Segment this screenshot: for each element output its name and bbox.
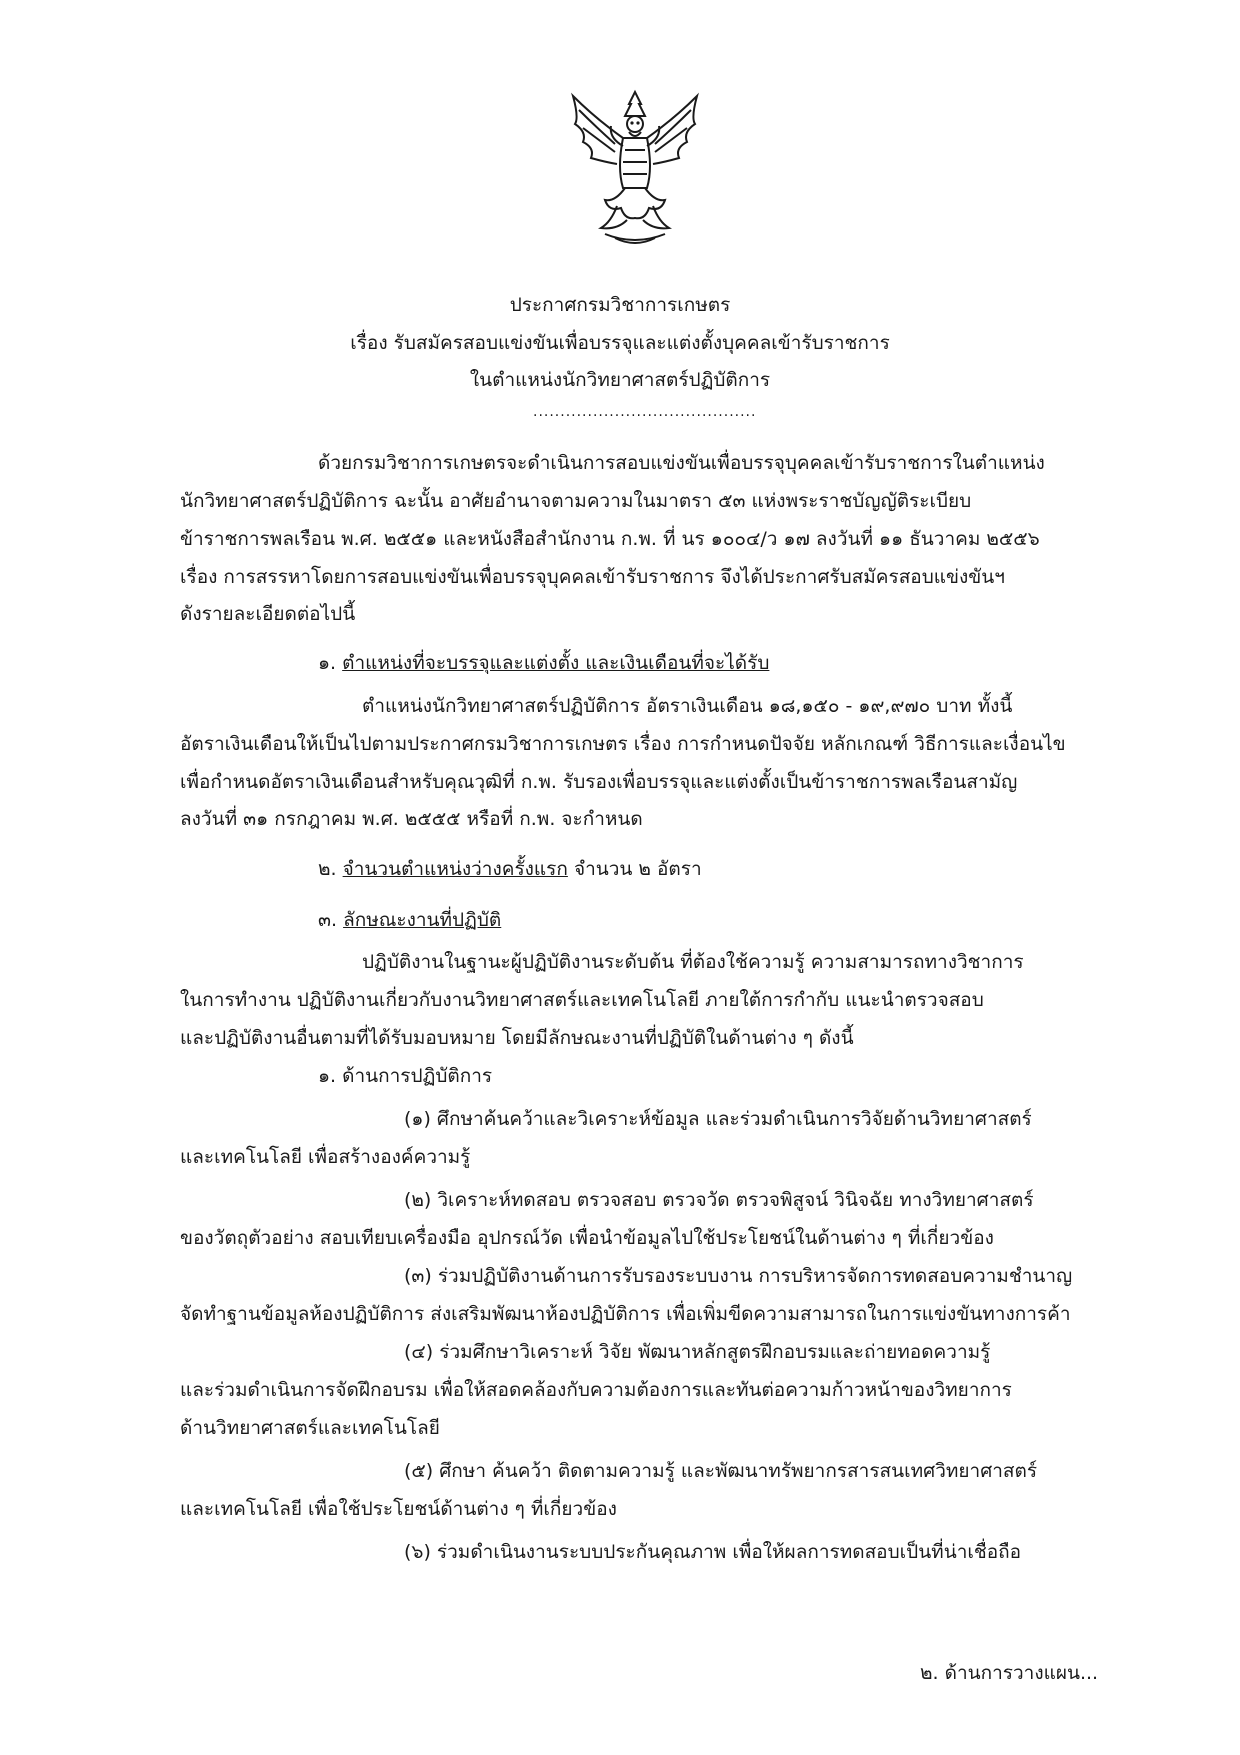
section-3-subheading: ๑. ด้านการปฏิบัติการ [318,1065,493,1087]
item-5-line-2: และเทคโนโลยี เพื่อใช้ประโยชน์ด้านต่าง ๆ ที่เกี่ยวข้อง [180,1498,617,1520]
garuda-emblem-icon [565,88,705,248]
item-6-line-1: (๖) ร่วมดำเนินงานระบบประกันคุณภาพ เพื่อให้ผลการทดสอบเป็นที่น่าเชื่อถือ [404,1541,1022,1563]
item-2-line-1: (๒) วิเคราะห์ทดสอบ ตรวจสอบ ตรวจวัด ตรวจพิสูจน์ วินิจฉัย ทางวิทยาศาสตร์ [404,1189,1034,1211]
announcement-subject: เรื่อง รับสมัครสอบแข่งขันเพื่อบรรจุและแต่งตั้งบุคคลเข้ารับราชการ [350,332,890,354]
section-2-number: ๒. [318,858,337,880]
intro-line-3: ข้าราชการพลเรือน พ.ศ. ๒๕๕๑ และหนังสือสำนักงาน ก.พ. ที่ นร ๑๐๐๔/ว ๑๗ ลงวันที่ ๑๑ ธันวาคม ๒๕๕๖ [180,528,1040,550]
section-3-title: ลักษณะงานที่ปฏิบัติ [343,909,502,931]
section-3-heading [318,907,501,933]
title-divider: ......................................... [533,404,757,420]
intro-line-2: นักวิทยาศาสตร์ปฏิบัติการ ฉะนั้น อาศัยอำนาจตามความในมาตรา ๕๓ แห่งพระราชบัญญัติระเบียบ [180,490,972,512]
item-3-line-2: จัดทำฐานข้อมูลห้องปฏิบัติการ ส่งเสริมพัฒนาห้องปฏิบัติการ เพื่อเพิ่มขีดความสามารถในการแข่งขันทางการค้า [180,1303,1071,1325]
section-3-line-3: และปฏิบัติงานอื่นตามที่ได้รับมอบหมาย โดยมีลักษณะงานที่ปฏิบัติในด้านต่าง ๆ ดังนี้ [180,1027,854,1049]
section-1-line-2: อัตราเงินเดือนให้เป็นไปตามประกาศกรมวิชาการเกษตร เรื่อง การกำหนดปัจจัย หลักเกณฑ์ วิธีการและเงื่อนไข [180,733,1066,755]
item-3-line-1: (๓) ร่วมปฏิบัติงานด้านการรับรองระบบงาน การบริหารจัดการทดสอบความชำนาญ [404,1265,1073,1287]
item-4-line-2: และร่วมดำเนินการจัดฝึกอบรม เพื่อให้สอดคล้องกับความต้องการและทันต่อความก้าวหน้าของวิทยาการ [180,1379,1012,1401]
section-1-line-1: ตำแหน่งนักวิทยาศาสตร์ปฏิบัติการ อัตราเงินเดือน ๑๘,๑๕๐ - ๑๙,๙๗๐ บาท ทั้งนี้ [362,695,1013,717]
section-1-title: ตำแหน่งที่จะบรรจุและแต่งตั้ง และเงินเดือนที่จะได้รับ [342,652,770,674]
section-2-heading [318,856,702,882]
item-1-line-2: และเทคโนโลยี เพื่อสร้างองค์ความรู้ [180,1146,471,1168]
intro-line-4: เรื่อง การสรรหาโดยการสอบแข่งขันเพื่อบรรจุบุคคลเข้ารับราชการ จึงได้ประกาศรับสมัครสอบแข่งขันฯ [180,566,1005,588]
intro-line-1: ด้วยกรมวิชาการเกษตรจะดำเนินการสอบแข่งขันเพื่อบรรจุบุคคลเข้ารับราชการในตำแหน่ง [318,452,1045,474]
item-2-line-2: ของวัตถุตัวอย่าง สอบเทียบเครื่องมือ อุปกรณ์วัด เพื่อนำข้อมูลไปใช้ประโยชน์ในด้านต่าง ๆ ที่เกี่ยวข้อง [180,1227,994,1249]
section-2-detail: จำนวน ๒ อัตรา [573,858,702,880]
item-4-line-3: ด้านวิทยาศาสตร์และเทคโนโลยี [180,1417,440,1439]
announcement-position: ในตำแหน่งนักวิทยาศาสตร์ปฏิบัติการ [469,369,771,391]
next-page-continuation: ๒. ด้านการวางแผน... [920,1662,1099,1684]
intro-line-5: ดังรายละเอียดต่อไปนี้ [180,603,356,625]
item-4-line-1: (๔) ร่วมศึกษาวิเคราะห์ วิจัย พัฒนาหลักสูตรฝึกอบรมและถ่ายทอดความรู้ [404,1341,991,1363]
announcement-title: ประกาศกรมวิชาการเกษตร [509,294,731,316]
item-5-line-1: (๕) ศึกษา ค้นคว้า ติดตามความรู้ และพัฒนาทรัพยากรสารสนเทศวิทยาศาสตร์ [404,1460,1038,1482]
section-1-line-3: เพื่อกำหนดอัตราเงินเดือนสำหรับคุณวุฒิที่ ก.พ. รับรองเพื่อบรรจุและแต่งตั้งเป็นข้าราชการพลเรือนสามัญ [180,771,1018,793]
section-1-heading [318,650,769,676]
section-1-line-4: ลงวันที่ ๓๑ กรกฎาคม พ.ศ. ๒๕๕๕ หรือที่ ก.พ. จะกำหนด [180,808,643,830]
section-3-number: ๓. [318,909,338,931]
section-1-number: ๑. [318,652,337,674]
section-3-line-2: ในการทำงาน ปฏิบัติงานเกี่ยวกับงานวิทยาศาสตร์และเทคโนโลยี ภายใต้การกำกับ แนะนำตรวจสอบ [180,989,984,1011]
section-2-title: จำนวนตำแหน่งว่างครั้งแรก [342,858,568,880]
section-3-line-1: ปฏิบัติงานในฐานะผู้ปฏิบัติงานระดับต้น ที่ต้องใช้ความรู้ ความสามารถทางวิชาการ [362,951,1024,973]
item-1-line-1: (๑) ศึกษาค้นคว้าและวิเคราะห์ข้อมูล และร่วมดำเนินการวิจัยด้านวิทยาศาสตร์ [404,1108,1032,1130]
